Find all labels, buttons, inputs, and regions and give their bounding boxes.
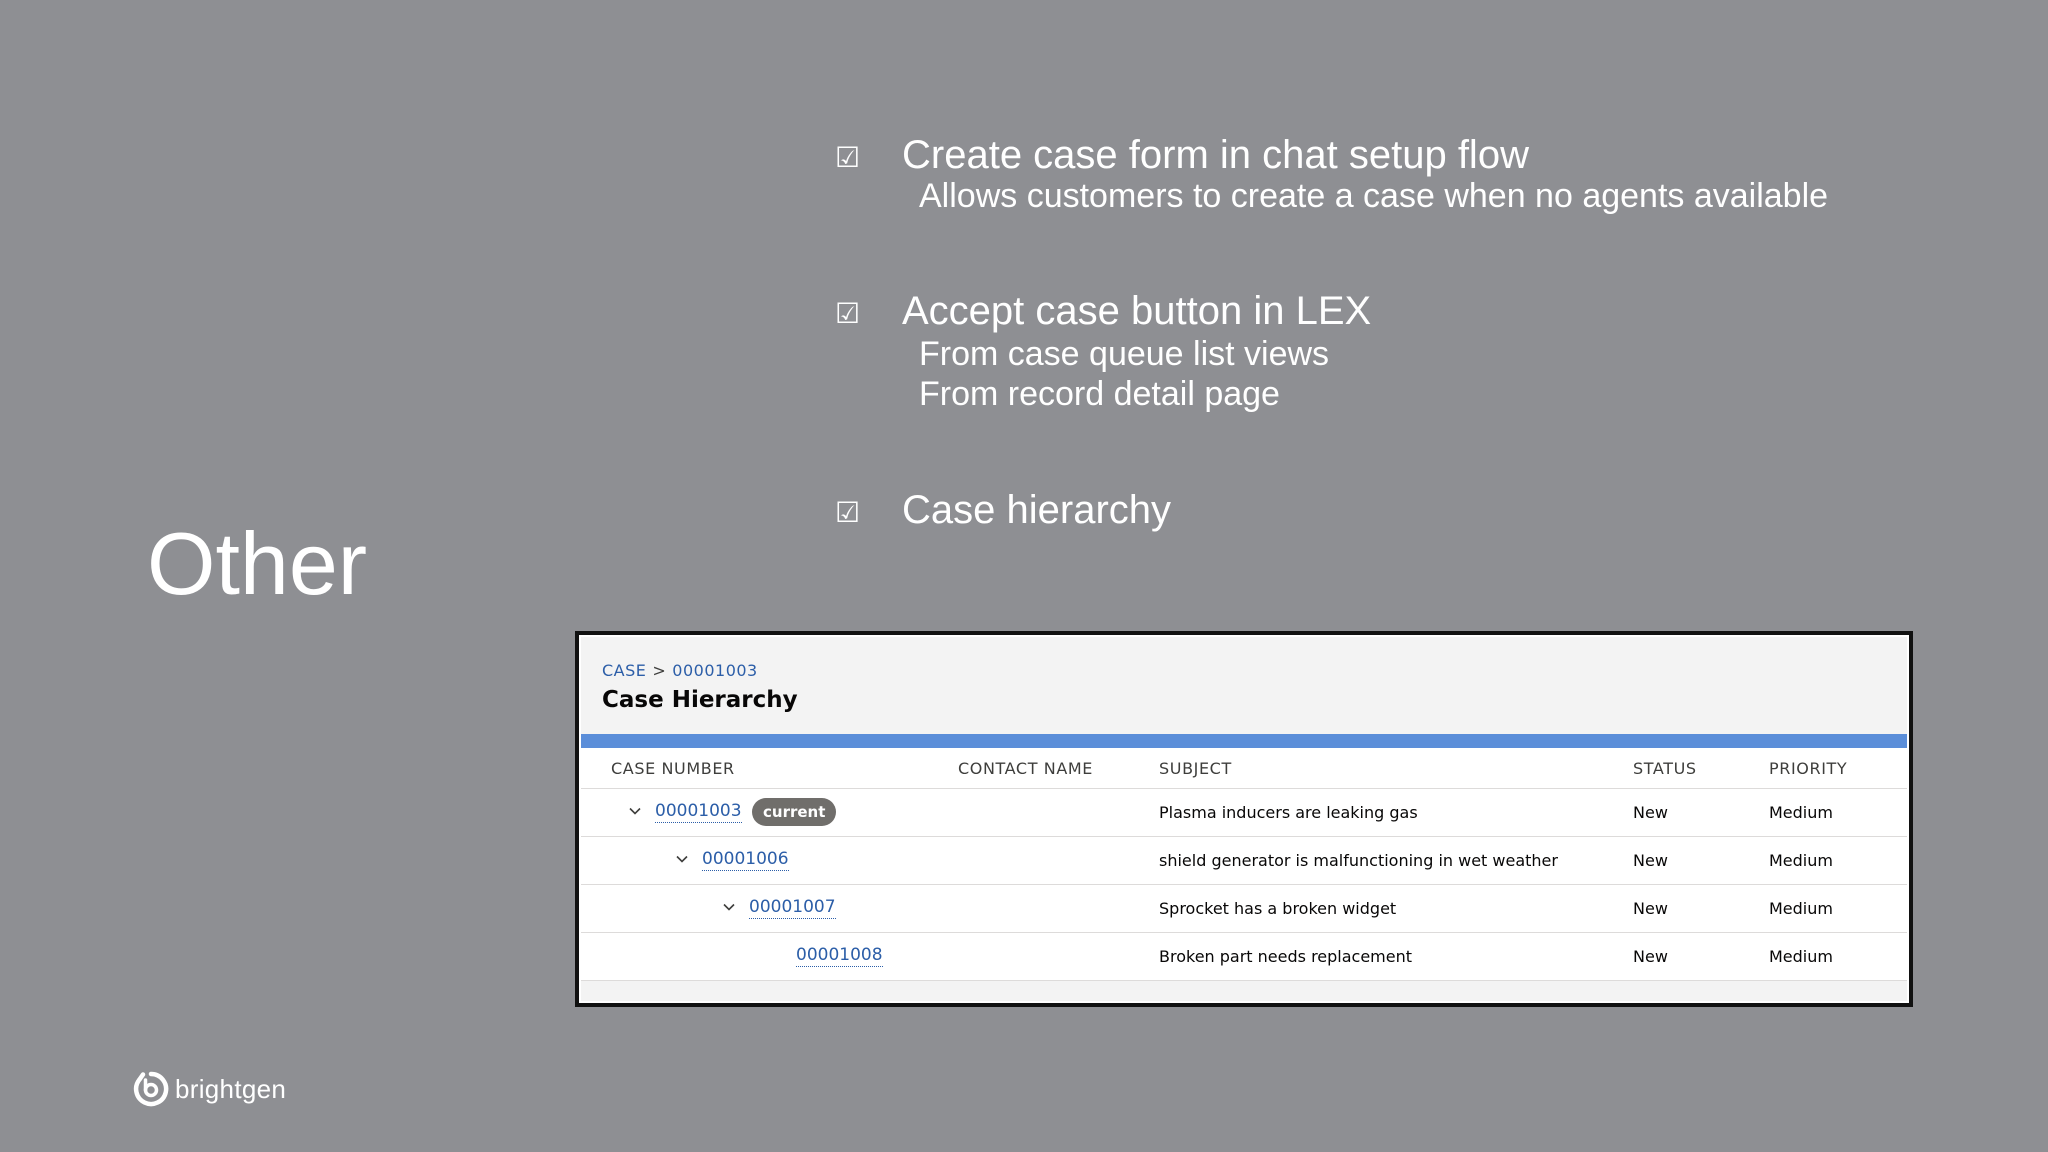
breadcrumb-record-link[interactable]: 00001003 — [672, 661, 758, 680]
priority-cell: Medium — [1769, 947, 1833, 966]
breadcrumb-separator: > — [652, 661, 667, 680]
breadcrumb-object-link[interactable]: CASE — [602, 661, 647, 680]
header-divider-bar — [581, 734, 1907, 748]
slide-title: Other — [147, 514, 368, 613]
column-header-case-number[interactable]: CASE NUMBER — [611, 759, 735, 778]
table-row — [581, 789, 1907, 837]
status-cell: New — [1633, 899, 1668, 918]
current-badge: current — [752, 798, 836, 826]
priority-cell: Medium — [1769, 803, 1833, 822]
breadcrumb — [602, 661, 758, 680]
case-hierarchy-table — [581, 748, 1907, 981]
chevron-down-icon[interactable] — [723, 901, 735, 913]
subject-cell: shield generator is malfunctioning in wet weather — [1159, 851, 1558, 870]
case-number-link[interactable]: 00001008 — [796, 945, 883, 965]
column-header-contact-name[interactable]: CONTACT NAME — [958, 759, 1093, 778]
brightgen-logo — [133, 1070, 286, 1108]
checkbox-checked-icon: ☑ — [835, 298, 861, 329]
checkbox-checked-icon: ☑ — [835, 497, 861, 528]
status-cell: New — [1633, 803, 1668, 822]
subject-cell: Sprocket has a broken widget — [1159, 899, 1397, 918]
case-hierarchy-panel — [581, 637, 1907, 1001]
subject-cell: Plasma inducers are leaking gas — [1159, 803, 1418, 822]
page-header — [581, 637, 1907, 734]
chevron-down-icon[interactable] — [676, 853, 688, 865]
column-header-subject[interactable]: SUBJECT — [1159, 759, 1232, 778]
table-row — [581, 837, 1907, 885]
case-hierarchy-screenshot — [575, 631, 1913, 1007]
bullet-heading: Case hierarchy — [902, 488, 1172, 532]
case-number-link[interactable]: 00001007 — [749, 897, 836, 917]
logo-text: brightgen — [175, 1073, 287, 1104]
column-header-status[interactable]: STATUS — [1633, 759, 1697, 778]
status-cell: New — [1633, 947, 1668, 966]
chevron-down-icon[interactable] — [629, 805, 641, 817]
case-number-link[interactable]: 00001006 — [702, 849, 789, 869]
table-row — [581, 933, 1907, 981]
bullet-subtext: From record detail page — [919, 375, 1280, 413]
column-header-priority[interactable]: PRIORITY — [1769, 759, 1848, 778]
bullet-subtext: From case queue list views — [919, 335, 1330, 373]
subject-cell: Broken part needs replacement — [1159, 947, 1413, 966]
bullet-subtext: Allows customers to create a case when no agents available — [919, 177, 1829, 215]
table-row — [581, 885, 1907, 933]
bullet-heading: Accept case button in LEX — [902, 289, 1372, 333]
priority-cell: Medium — [1769, 899, 1833, 918]
table-header — [581, 748, 1907, 789]
checkbox-checked-icon: ☑ — [835, 142, 861, 173]
status-cell: New — [1633, 851, 1668, 870]
brightgen-logo-icon — [133, 1071, 169, 1107]
case-number-link[interactable]: 00001003 — [655, 801, 742, 821]
bullet-heading: Create case form in chat setup flow — [902, 133, 1529, 177]
priority-cell: Medium — [1769, 851, 1833, 870]
page-title: Case Hierarchy — [602, 687, 798, 713]
